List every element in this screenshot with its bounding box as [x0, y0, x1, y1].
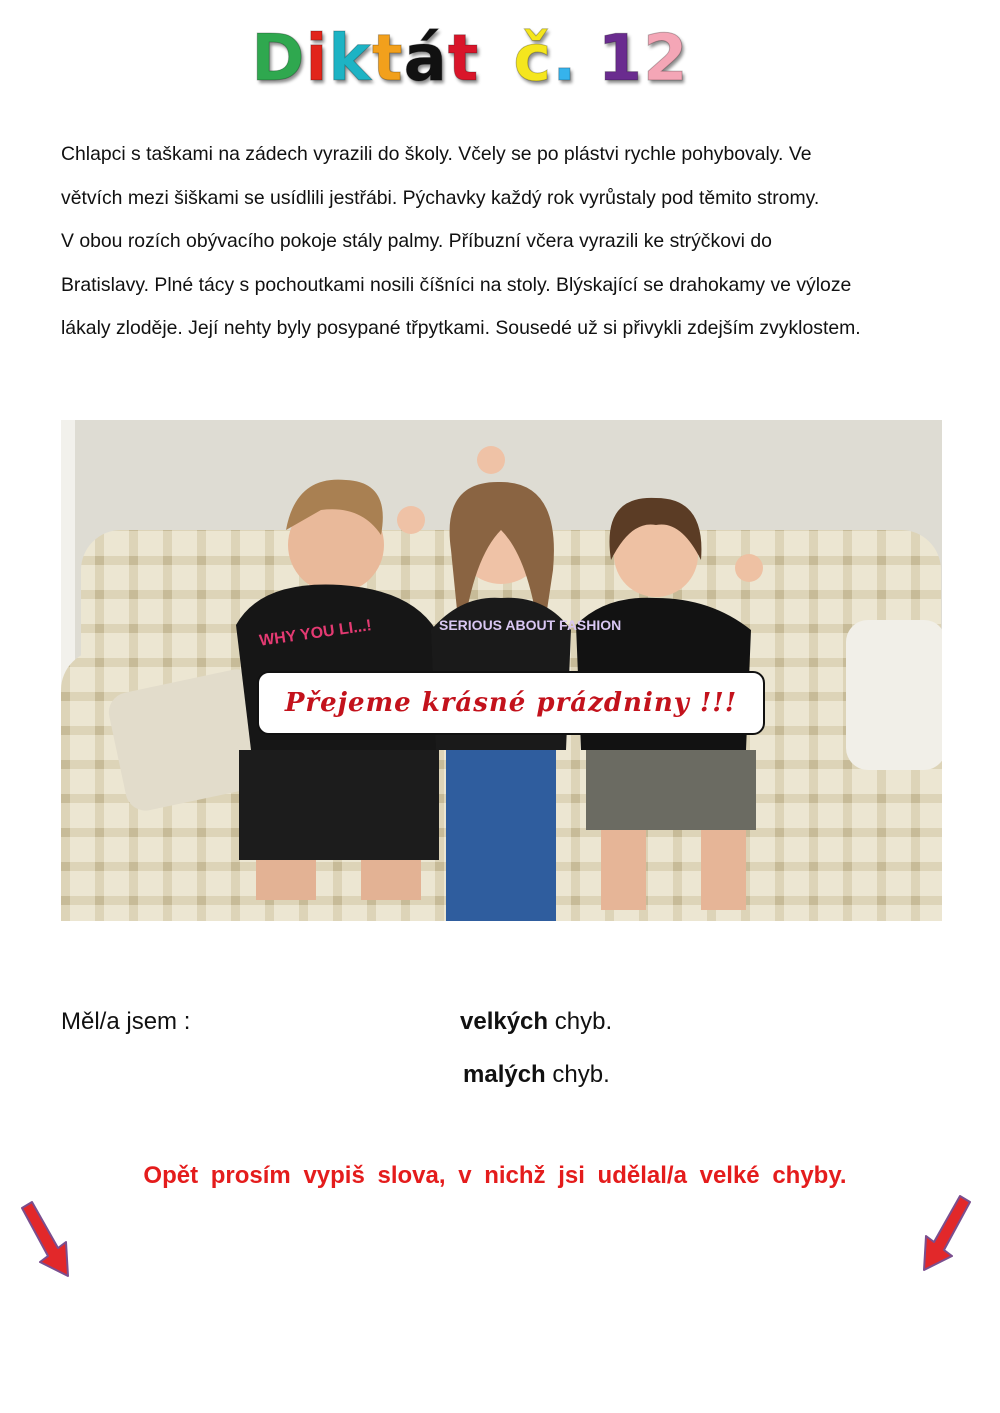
- arrow-down-left-icon: [918, 1194, 974, 1274]
- small-mistakes-unit: chyb.: [552, 1061, 610, 1088]
- title-letter: t: [447, 22, 480, 96]
- results-intro: Měl/a jsem :: [61, 1008, 191, 1035]
- dictation-line: lákaly zloděje. Její nehty byly posypané třpytkami. Sousedé už si přivykli zdejším zvyklostem.: [61, 317, 861, 339]
- big-mistakes-label: velkých: [460, 1008, 549, 1035]
- title-letter: 1: [597, 22, 644, 96]
- dictation-line: Chlapci s taškami na zádech vyrazili do školy. Včely se po plástvi rychle pohybovaly. Ve: [61, 143, 812, 165]
- title-letter: 2: [643, 22, 689, 96]
- small-mistakes-label: malých: [463, 1061, 546, 1088]
- dictation-line: V obou rozích obývacího pokoje stály palmy. Příbuzní včera vyrazili ke strýčkovi do: [61, 230, 772, 252]
- instruction-text: Opět prosím vypiš slova, v nichž jsi udělal/a velké chyby.: [143, 1162, 847, 1189]
- big-mistakes-unit: chyb.: [554, 1008, 613, 1035]
- dictation-line: Bratislavy. Plné tácy s pochoutkami nosili číšníci na stoly. Blýskající se drahokamy ve výloze: [61, 273, 852, 296]
- dictation-line: větvích mezi šiškami se usídlili jestřábi. Pýchavky každý rok vyrůstaly pod těmito stromy.: [61, 186, 820, 209]
- title-letter: t: [371, 22, 404, 96]
- title-letter: č: [513, 22, 553, 96]
- title-letter: á: [403, 22, 448, 96]
- shirt-print-text: SERIOUS ABOUT FASHION: [439, 617, 622, 633]
- dictation-text: [61, 133, 961, 351]
- big-mistakes-line: [460, 1008, 612, 1036]
- arrow-down-right-icon: [18, 1200, 74, 1280]
- worksheet-title: [0, 22, 940, 96]
- title-letter: i: [305, 22, 329, 96]
- title-letter: D: [251, 22, 306, 96]
- shirt-print-text: WHY YOU LI...!: [258, 617, 373, 650]
- holiday-banner: Přejeme krásné prázdniny !!!: [257, 671, 765, 735]
- small-mistakes-line: [463, 1061, 610, 1089]
- title-letter: k: [328, 22, 372, 96]
- title-letter: .: [552, 22, 578, 96]
